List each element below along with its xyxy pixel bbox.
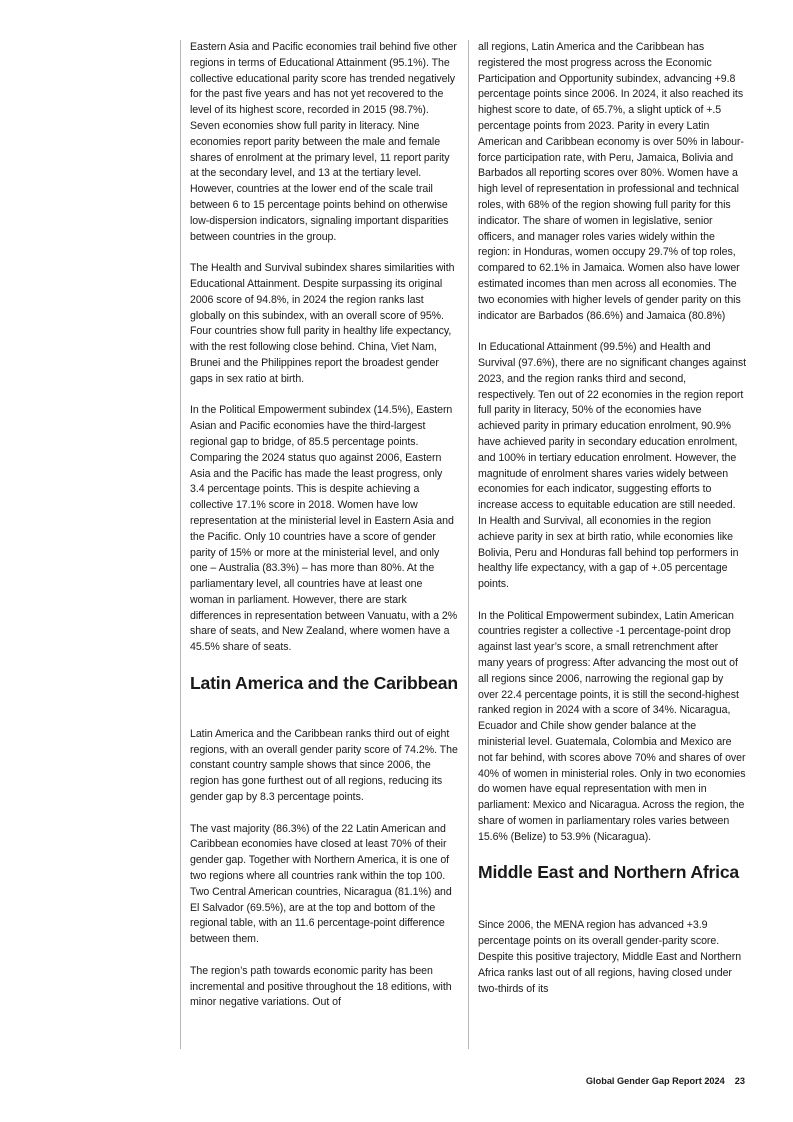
left-paragraph-5: The vast majority (86.3%) of the 22 Latin American and Caribbean economies have closed at least 70% of their gender gap. Together with Northern America, it is one of two regions where all countries rank within the top 100. Two Central American countries, Nicaragua (81.1%) and El Salvador (69.5%), are at the top and bottom of the regional table, with an 11.6 percentage-point difference between them.: [190, 822, 452, 946]
section-heading-latin-america: Latin America and the Caribbean: [190, 672, 458, 693]
left-paragraph-3: In the Political Empowerment subindex (14.5%), Eastern Asian and Pacific economies have the third-largest regional gap to bridge, of 85.5 percentage points. Comparing the 2024 status quo against 2006, Eastern Asia and the Pacific has made the least progress, only 3.4 percentage points. This is despite achieving a collective 17.1% score in 2018. Women have low representation at the ministerial level in Eastern Asia and the Pacific. Only 10 countries have a score of gender parity of 15% or more at the ministerial level, and only one – Australia (83.3%) – has more than 80%. At the parliamentary level, all countries have at least one woman in parliament. However, there are stark differences in representation between Vanuatu, with a 2% share of seats, and New Zealand, where women have a 45.5% share of seats.: [190, 404, 458, 654]
right-paragraph-3: In the Political Empowerment subindex, Latin American countries register a collective -1 percentage-point drop against last year’s score, a small retrenchment after many years of progress: After advancing the most out of all regions since 2006, narrowing the regional gap by over 22.4 percentage points, it is still the second-highest ranked region in 2024 with a score of 34%. Nicaragua, Ecuador and Chile show gender balance at the ministerial level. Guatemala, Colombia and Mexico are not far behind, with scores above 70% and shares of over 40% of women in ministerial roles. Only in two economies do women have equal representation with men in parliament: Mexico and Nicaragua. Across the region, the share of women in parliamentary roles varies between 15.6% (Belize) to 53.9% (Nicaragua).: [478, 609, 746, 843]
footer-report-title: Global Gender Gap Report 2024: [585, 1076, 725, 1086]
page-footer: [586, 1076, 745, 1086]
section-heading-mena: Middle East and Northern Africa: [478, 862, 740, 883]
left-paragraph-4: Latin America and the Caribbean ranks third out of eight regions, with an overall gender parity score of 74.2%. The constant country sample shows that since 2006, the region has gone furthest out of all regions, reducing its gender gap by 8.3 percentage points.: [190, 727, 458, 804]
left-paragraph-6: The region’s path towards economic parity has been incremental and positive throughout the 18 editions, with minor negative variations. Out of: [190, 964, 452, 1009]
right-paragraph-2: In Educational Attainment (99.5%) and Health and Survival (97.6%), there are no significant changes against 2023, and the region ranks third and second, respectively. Ten out of 22 economies in the region report full parity in literacy, 50% of the economies have achieved parity in primary education enrolment, 90.9% have achieved parity in secondary education enrolment, and 100% in tertiary education enrolment. However, the magnitude of enrolment shares varies widely between economies for each indicator, suggesting efforts to increase access to equitable education are still needed. In Health and Survival, all economies in the region achieve parity in sex at birth ratio, while economies like Bolivia, Peru and Honduras fall behind top performers in healthy life expectancy, with a gap of +.05 percentage points.: [478, 341, 746, 591]
right-paragraph-4: Since 2006, the MENA region has advanced +3.9 percentage points on its overall gender-parity score. Despite this positive trajectory, Middle East and Northern Africa ranks last out of all regions, having closed under two-thirds of its: [478, 919, 742, 995]
left-column-rule: [180, 40, 181, 1049]
left-column: [190, 40, 458, 1027]
left-paragraph-2: The Health and Survival subindex shares similarities with Educational Attainment. Despite surpassing its original 2006 score of 94.8%, in 2024 the region ranks last globally on this subindex, with an overall score of 95%. Four countries show full parity in healthy life expectancy, with the rest following close behind. China, Viet Nam, Brunei and the Philippines report the broadest gender gaps in sex ratio at birth.: [190, 262, 455, 385]
right-column: [478, 40, 746, 1013]
footer-page-number: 23: [734, 1076, 745, 1086]
left-paragraph-1: Eastern Asia and Pacific economies trail behind five other regions in terms of Educational Attainment (95.1%). The collective educational parity score has trended negatively for the past five years and has not yet recovered to the level of its highest score, recorded in 2015 (98.7%). Seven economies show full parity in literacy. Nine economies report parity between the male and female shares of enrolment at the primary level, 11 report parity at the secondary level, and 13 at the tertiary level. However, countries at the lower end of the scale trail between 6 to 15 percentage points behind on otherwise low-dispersion indicators, signaling important disparities between countries in the group.: [190, 41, 457, 243]
right-paragraph-1: all regions, Latin America and the Caribbean has registered the most progress across the Economic Participation and Opportunity subindex, advancing +9.8 percentage points since 2006. In 2024, it also reached its highest score to date, of 65.7%, a slight uptick of +.5 percentage points from 2023. Parity in every Latin American and Caribbean economy is over 50% in labour-force participation rate, with Peru, Jamaica, Bolivia and Barbados all reporting scores over 80%. Women have a high level of representation in professional and technical roles, with 68% of the region showing full parity for this indicator. The share of women in legislative, senior officers, and manager roles varies widely within the region: in Honduras, women occupy 29.7% of top roles, compared to 62.1% in Jamaica. Women also have lower estimated incomes than men across all economies. The two economies with higher levels of gender parity on this indicator are Barbados (86.6%) and Jamaica (80.8%): [478, 41, 744, 322]
middle-column-rule: [468, 40, 469, 1049]
